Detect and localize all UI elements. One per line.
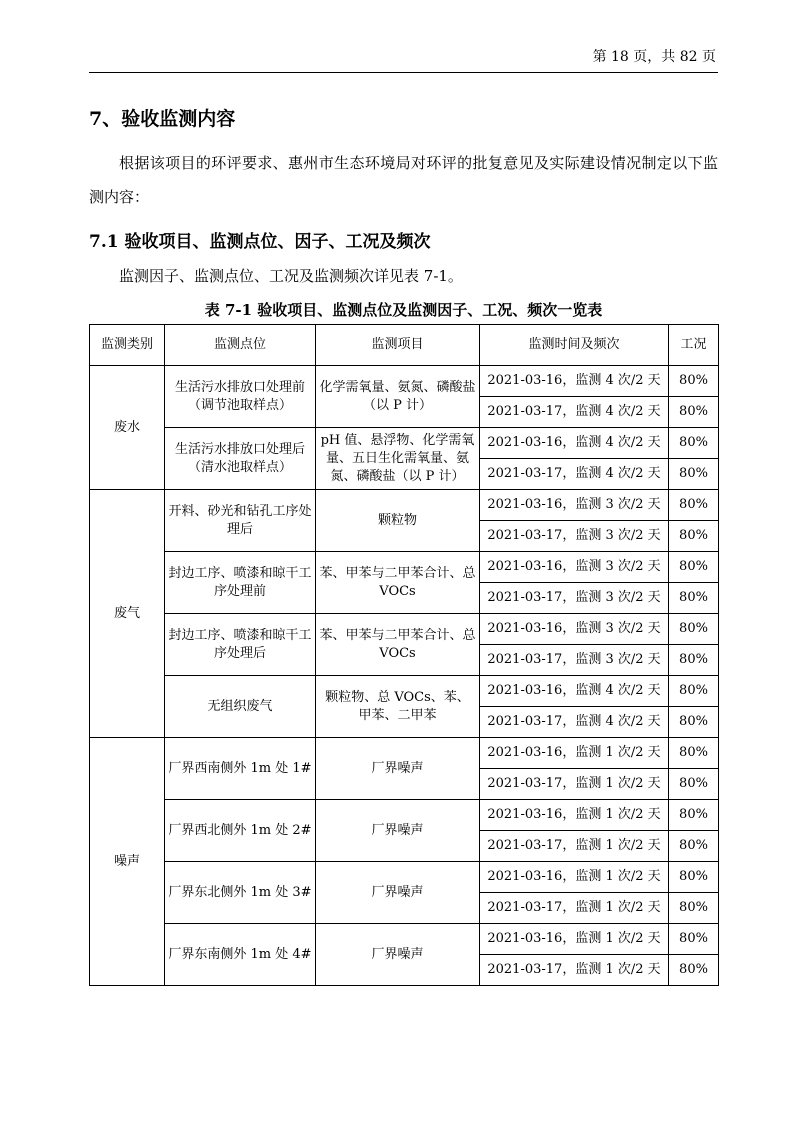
schedule-cell: 2021-03-17，监测 1 次/2 天 xyxy=(480,769,669,800)
items-cell: 颗粒物、总 VOCs、苯、甲苯、二甲苯 xyxy=(316,676,480,738)
schedule-cell: 2021-03-16，监测 1 次/2 天 xyxy=(480,862,669,893)
load-cell: 80% xyxy=(669,769,719,800)
category-cell: 废水 xyxy=(90,366,165,490)
location-cell: 封边工序、喷漆和晾干工序处理前 xyxy=(165,552,316,614)
page-header xyxy=(89,46,718,73)
table-row xyxy=(90,738,719,769)
load-cell: 80% xyxy=(669,955,719,986)
schedule-cell: 2021-03-16，监测 3 次/2 天 xyxy=(480,490,669,521)
table-row xyxy=(90,366,719,397)
load-cell: 80% xyxy=(669,645,719,676)
location-cell: 生活污水排放口处理前（调节池取样点） xyxy=(165,366,316,428)
load-cell: 80% xyxy=(669,707,719,738)
items-cell: 化学需氧量、氨氮、磷酸盐（以 P 计） xyxy=(316,366,480,428)
load-cell: 80% xyxy=(669,490,719,521)
table-row xyxy=(90,614,719,645)
schedule-cell: 2021-03-17，监测 4 次/2 天 xyxy=(480,459,669,490)
load-cell: 80% xyxy=(669,583,719,614)
header-location: 监测点位 xyxy=(165,325,316,366)
schedule-cell: 2021-03-17，监测 1 次/2 天 xyxy=(480,955,669,986)
items-cell: 颗粒物 xyxy=(316,490,480,552)
subsection-text: 监测因子、监测点位、工况及监测频次详见表 7-1。 xyxy=(119,267,463,285)
load-cell: 80% xyxy=(669,893,719,924)
items-cell: 厂界噪声 xyxy=(316,800,480,862)
load-cell: 80% xyxy=(669,614,719,645)
monitoring-table xyxy=(89,324,719,986)
load-cell: 80% xyxy=(669,397,719,428)
schedule-cell: 2021-03-17，监测 1 次/2 天 xyxy=(480,831,669,862)
items-cell: 苯、甲苯与二甲苯合计、总 VOCs xyxy=(316,552,480,614)
category-cell: 噪声 xyxy=(90,738,165,986)
section-title: 7、验收监测内容 xyxy=(89,108,236,130)
table-body xyxy=(90,366,719,986)
schedule-cell: 2021-03-16，监测 3 次/2 天 xyxy=(480,552,669,583)
location-cell: 厂界东北侧外 1m 处 3# xyxy=(165,862,316,924)
load-cell: 80% xyxy=(669,738,719,769)
table-row xyxy=(90,800,719,831)
items-cell: 厂界噪声 xyxy=(316,862,480,924)
load-cell: 80% xyxy=(669,831,719,862)
subsection-title: 7.1 验收项目、监测点位、因子、工况及频次 xyxy=(89,232,431,252)
items-cell: 苯、甲苯与二甲苯合计、总 VOCs xyxy=(316,614,480,676)
page-number: 第 18 页，共 82 页 xyxy=(592,49,716,65)
section-intro: 根据该项目的环评要求、惠州市生态环境局对环评的批复意见及实际建设情况制定以下监测内容： xyxy=(89,154,718,206)
schedule-cell: 2021-03-16，监测 1 次/2 天 xyxy=(480,738,669,769)
schedule-cell: 2021-03-17，监测 4 次/2 天 xyxy=(480,397,669,428)
schedule-cell: 2021-03-16，监测 1 次/2 天 xyxy=(480,800,669,831)
schedule-cell: 2021-03-17，监测 1 次/2 天 xyxy=(480,893,669,924)
schedule-cell: 2021-03-16，监测 3 次/2 天 xyxy=(480,614,669,645)
schedule-cell: 2021-03-16，监测 4 次/2 天 xyxy=(480,428,669,459)
schedule-cell: 2021-03-16，监测 1 次/2 天 xyxy=(480,924,669,955)
items-cell: 厂界噪声 xyxy=(316,924,480,986)
table-header-row xyxy=(90,325,719,366)
load-cell: 80% xyxy=(669,800,719,831)
location-cell: 开料、砂光和钻孔工序处理后 xyxy=(165,490,316,552)
schedule-cell: 2021-03-17，监测 3 次/2 天 xyxy=(480,645,669,676)
location-cell: 厂界东南侧外 1m 处 4# xyxy=(165,924,316,986)
location-cell: 无组织废气 xyxy=(165,676,316,738)
table-row xyxy=(90,552,719,583)
items-cell: pH 值、悬浮物、化学需氧量、五日生化需氧量、氨氮、磷酸盐（以 P 计） xyxy=(316,428,480,490)
schedule-cell: 2021-03-17，监测 3 次/2 天 xyxy=(480,583,669,614)
header-load: 工况 xyxy=(669,325,719,366)
table-caption: 表 7-1 验收项目、监测点位及监测因子、工况、频次一览表 xyxy=(204,301,603,319)
location-cell: 厂界西南侧外 1m 处 1# xyxy=(165,738,316,800)
load-cell: 80% xyxy=(669,366,719,397)
location-cell: 生活污水排放口处理后（清水池取样点） xyxy=(165,428,316,490)
header-schedule: 监测时间及频次 xyxy=(480,325,669,366)
items-cell: 厂界噪声 xyxy=(316,738,480,800)
load-cell: 80% xyxy=(669,862,719,893)
location-cell: 厂界西北侧外 1m 处 2# xyxy=(165,800,316,862)
load-cell: 80% xyxy=(669,924,719,955)
load-cell: 80% xyxy=(669,521,719,552)
header-items: 监测项目 xyxy=(316,325,480,366)
table-row xyxy=(90,924,719,955)
table-row xyxy=(90,428,719,459)
load-cell: 80% xyxy=(669,676,719,707)
table-row xyxy=(90,490,719,521)
schedule-cell: 2021-03-17，监测 4 次/2 天 xyxy=(480,707,669,738)
header-category: 监测类别 xyxy=(90,325,165,366)
schedule-cell: 2021-03-16，监测 4 次/2 天 xyxy=(480,676,669,707)
schedule-cell: 2021-03-17，监测 3 次/2 天 xyxy=(480,521,669,552)
schedule-cell: 2021-03-16，监测 4 次/2 天 xyxy=(480,366,669,397)
load-cell: 80% xyxy=(669,552,719,583)
load-cell: 80% xyxy=(669,459,719,490)
table-row xyxy=(90,862,719,893)
load-cell: 80% xyxy=(669,428,719,459)
category-cell: 废气 xyxy=(90,490,165,738)
location-cell: 封边工序、喷漆和晾干工序处理后 xyxy=(165,614,316,676)
table-row xyxy=(90,676,719,707)
